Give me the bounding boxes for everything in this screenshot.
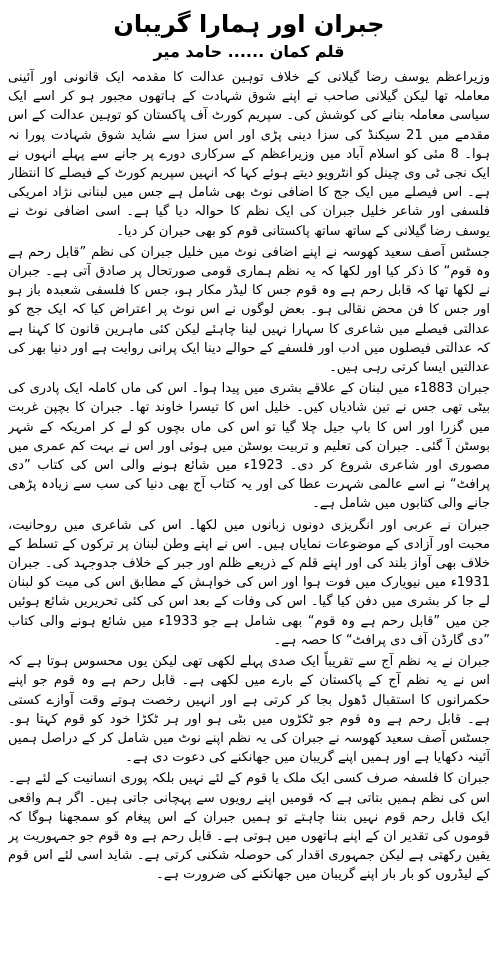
article-paragraph: جبران نے یہ نظم آج سے تقریباً ایک صدی پہلے لکھی تھی لیکن یوں محسوس ہوتا ہے کہ اس نے یہ نظم آج کے پاکستان کے بارے میں لکھی ہے۔ قابل رحم ہے وہ قوم جو اپنے حکمرانوں کا استقبال ڈھول بجا کر کرتی ہے اور انہیں رخصت ہوتے وقت آوازے کستی ہے۔ قابل رحم ہے وہ قوم جو ٹکڑوں میں بٹی ہو اور ہر ٹکڑا خود کو قوم کہتا ہو۔ جسٹس آصف سعید کھوسہ نے جبران کی یہ نظم اپنے نوٹ میں شامل کر کے دراصل ہمیں آئینہ دکھایا ہے اور ہمیں اپنے گریبان میں جھانکنے کی دعوت دی ہے۔ [8, 654, 490, 766]
article-paragraph: جبران 1883ء میں لبنان کے علاقے بشری میں پیدا ہوا۔ اس کی ماں کاملہ ایک پادری کی بیٹی تھی جس نے تین شادیاں کیں۔ خلیل اس کا تیسرا خاوند تھا۔ جبران کا بچپن غربت میں گزرا اور اس کا باپ جیل چلا گیا تو اس کی ماں بچوں کو لے کر امریکہ کے شہر بوسٹن آ گئی۔ جبران کی تعلیم و تربیت بوسٹن میں ہوئی اور اس نے بہت کم عمری میں مصوری اور شاعری شروع کر دی۔ 1923ء میں شائع ہونے والی اس کی کتاب ”دی پرافٹ“ نے اسے عالمی شہرت عطا کی اور یہ کتاب آج بھی دنیا کی سب سے زیادہ پڑھی جانے والی کتابوں میں شامل ہے۔ [8, 381, 490, 512]
article-paragraph: جبران کا فلسفہ صرف کسی ایک ملک یا قوم کے لئے نہیں بلکہ پوری انسانیت کے لئے ہے۔ اس کی نظم ہمیں بتاتی ہے کہ قومیں اپنے رویوں سے پہچانی جاتی ہیں۔ اگر ہم واقعی ایک قابل رحم قوم نہیں بننا چاہتے تو ہمیں جبران کے اس پیغام کو سمجھنا ہوگا کہ قوموں کی تقدیر ان کے اپنے ہاتھوں میں ہوتی ہے۔ قابل رحم ہے وہ قوم جو جمہوریت پر یقین رکھتی ہے لیکن جمہوری اقدار کی حوصلہ شکنی کرتی ہے۔ شاید اسی لئے اس قوم کے لیڈروں کو بار بار اپنے گریبان میں جھانکنے کی ضرورت ہے۔ [8, 771, 490, 883]
article-headline: جبران اور ہمارا گریبان [113, 10, 385, 38]
article-body [8, 68, 490, 969]
article-paragraph: جسٹس آصف سعید کھوسہ نے اپنے اضافی نوٹ میں خلیل جبران کی نظم ”قابل رحم ہے وہ قوم“ کا ذکر کیا اور لکھا کہ یہ نظم ہماری قومی صورتحال پر صادق آتی ہے۔ جبران نے لکھا تھا کہ قابل رحم ہے وہ قوم جس کا لیڈر مکار ہو، جس کا فلسفی شعبدہ باز ہو اور جس کا فن محض نقالی ہو۔ بعض لوگوں نے اس نوٹ پر اعتراض کیا کہ ایک جج کو عدالتی فیصلے میں شاعری کا سہارا نہیں لینا چاہئے لیکن کئی ماہرین قانون کا کہنا ہے کہ عدالتی فیصلوں میں ادب اور فلسفے کے حوالے دینا ایک پرانی روایت ہے اور دنیا بھر کی عدالتیں ایسا کرتی رہی ہیں۔ [8, 244, 490, 376]
article-paragraph: وزیراعظم یوسف رضا گیلانی کے خلاف توہین عدالت کا مقدمہ ایک قانونی اور آئینی معاملہ تھا لیکن گیلانی صاحب نے اپنے شوق شہادت کے ہاتھوں مجبور ہو کر اسے ایک سیاسی معاملہ بنانے کی کوشش کی۔ سپریم کورٹ آف پاکستان کو توہین عدالت کے اس مقدمے میں 21 سیکنڈ کی سزا دینی پڑی اور اس سزا سے شاید شوق شہادت پورا نہ ہوا۔ 8 مئی کو اسلام آباد میں وزیراعظم کے سرکاری دورے پر جانے سے پہلے انہوں نے ایک نجی ٹی وی چینل کو انٹرویو دیتے ہوئے کہا کہ انہیں سپریم کورٹ کے فیصلے کا انتظار ہے۔ اس فیصلے میں ایک جج کا اضافی نوٹ بھی شامل ہے جس میں لبنانی نژاد امریکی فلسفی اور شاعر خلیل جبران کی ایک نظم کا حوالہ دیا گیا ہے۔ اسی اضافی نوٹ نے یوسف رضا گیلانی کے ساتھ ساتھ پاکستانی قوم کو بھی حیران کر دیا۔ [8, 70, 490, 239]
article-byline: قلم کمان ...... حامد میر [153, 42, 345, 61]
article-paragraph: جبران نے عربی اور انگریزی دونوں زبانوں میں لکھا۔ اس کی شاعری میں روحانیت، محبت اور آزادی کے موضوعات نمایاں ہیں۔ اس نے اپنے وطن لبنان پر ترکوں کے تسلط کے خلاف بھی آواز بلند کی اور اپنے قلم کے ذریعے ظلم اور جبر کے خلاف جدوجہد کی۔ جبران 1931ء میں نیویارک میں فوت ہوا اور اس کی خواہش کے مطابق اس کی میت کو لبنان لے جا کر بشری میں دفن کیا گیا۔ اس کی وفات کے بعد اس کی کئی تحریریں شائع ہوئیں جن میں ”قابل رحم ہے وہ قوم“ بھی شامل ہے جو 1933ء میں شائع ہونے والی کتاب ”دی گارڈن آف دی پرافٹ“ کا حصہ ہے۔ [8, 517, 490, 648]
